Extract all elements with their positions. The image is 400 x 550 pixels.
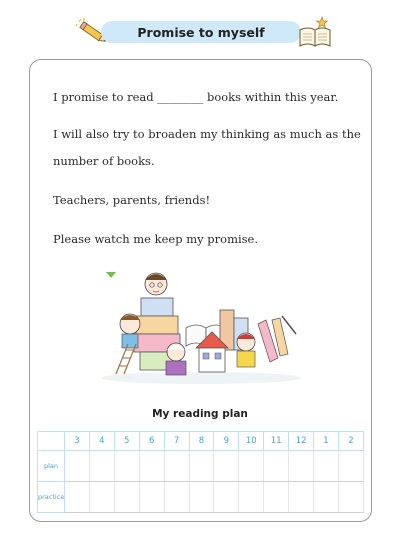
- month-header: 6: [139, 432, 164, 451]
- practice-cell[interactable]: [214, 482, 239, 513]
- practice-cell[interactable]: [114, 482, 139, 513]
- month-header-row: [38, 432, 364, 451]
- month-header: 1: [314, 432, 339, 451]
- practice-cell[interactable]: [189, 482, 214, 513]
- month-header: 5: [114, 432, 139, 451]
- plan-row: [38, 451, 364, 482]
- practice-cell[interactable]: [289, 482, 314, 513]
- practice-cell[interactable]: [139, 482, 164, 513]
- promise-line-4: Teachers, parents, friends!: [53, 193, 211, 207]
- month-header: 12: [289, 432, 314, 451]
- reading-plan-title: My reading plan: [152, 408, 248, 420]
- practice-cell[interactable]: [89, 482, 114, 513]
- practice-cell[interactable]: [314, 482, 339, 513]
- table-corner-cell: [38, 432, 65, 451]
- plan-cell[interactable]: [114, 451, 139, 482]
- plan-cell[interactable]: [338, 451, 363, 482]
- plan-cell[interactable]: [164, 451, 189, 482]
- plan-cell[interactable]: [264, 451, 289, 482]
- practice-cell[interactable]: [164, 482, 189, 513]
- practice-cell[interactable]: [65, 482, 90, 513]
- month-header: 2: [338, 432, 363, 451]
- practice-cell[interactable]: [239, 482, 264, 513]
- practice-cell[interactable]: [264, 482, 289, 513]
- practice-row: [38, 482, 364, 513]
- kids-reading-illustration: [96, 266, 306, 391]
- plan-cell[interactable]: [239, 451, 264, 482]
- month-header: 11: [264, 432, 289, 451]
- promise-line-3: number of books.: [53, 154, 155, 168]
- promise-line-1: I promise to read ________ books within this year.: [53, 90, 339, 104]
- plan-cell[interactable]: [139, 451, 164, 482]
- month-header: 10: [239, 432, 264, 451]
- title-banner: [101, 21, 301, 43]
- promise-line-5: Please watch me keep my promise.: [53, 232, 259, 246]
- plan-cell[interactable]: [214, 451, 239, 482]
- month-header: 4: [89, 432, 114, 451]
- month-header: 8: [189, 432, 214, 451]
- plan-cell[interactable]: [65, 451, 90, 482]
- plan-cell[interactable]: [314, 451, 339, 482]
- practice-cell[interactable]: [338, 482, 363, 513]
- month-header: 3: [65, 432, 90, 451]
- plan-row-label: plan: [38, 451, 65, 482]
- promise-line-2: I will also try to broaden my thinking as much as the: [53, 127, 361, 141]
- practice-row-label: practice: [38, 482, 65, 513]
- plan-cell[interactable]: [189, 451, 214, 482]
- month-header: 7: [164, 432, 189, 451]
- reading-plan-table: [37, 431, 364, 513]
- plan-cell[interactable]: [89, 451, 114, 482]
- book-icon: [296, 14, 334, 50]
- month-header: 9: [214, 432, 239, 451]
- plan-cell[interactable]: [289, 451, 314, 482]
- page-title: Promise to myself: [137, 24, 265, 40]
